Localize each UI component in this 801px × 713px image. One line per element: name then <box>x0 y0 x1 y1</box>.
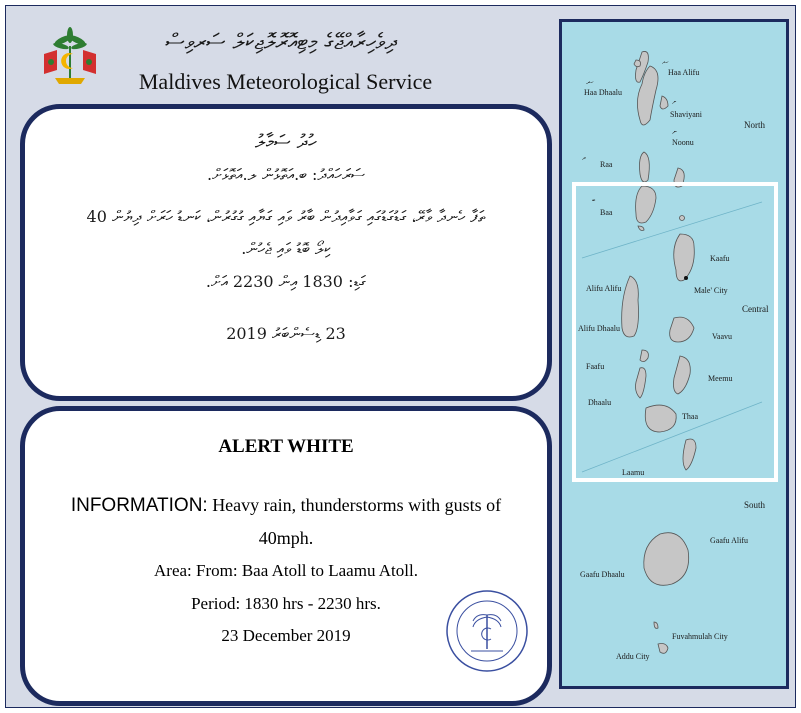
maldives-atolls-map <box>559 19 789 689</box>
map-label-shaviyani: Shaviyani <box>670 110 702 119</box>
meteorological-service-seal-icon <box>445 589 529 673</box>
date-text: 23 December 2019 <box>221 626 351 645</box>
map-label-raa: Raa <box>600 160 613 169</box>
label-dhivehi-noonu: ނ <box>672 128 678 136</box>
map-label-kaafu: Kaafu <box>710 254 730 263</box>
label-dhivehi-haa-dhaalu: ހދ <box>586 78 594 86</box>
map-label-dhaalu: Dhaalu <box>588 398 612 407</box>
info-dhivehi-line1: ތަފާ ހެނދާ ވާރޭ، ގަޑުގަޑުގައި ގަވާއިދުން ބާރު ވައި ގަޔާއި ގުގުރުން، ކަނޑު ހަރަށް ދިޔުން 40 <box>86 207 486 226</box>
map-label-gaafu-dhaalu: Gaafu Dhaalu <box>580 570 625 579</box>
region-label-south: South <box>744 500 766 510</box>
map-label-vaavu: Vaavu <box>712 332 732 341</box>
map-label-baa: Baa <box>600 208 613 217</box>
warning-bulletin <box>5 5 796 708</box>
alert-title: ALERT WHITE <box>218 436 354 457</box>
dhivehi-warning-card <box>20 104 552 401</box>
header-title: Maldives Meteorological Service <box>138 69 433 94</box>
atoll-huvadhu <box>644 533 689 586</box>
info-dhivehi-line2: ކިލޯ ބޮޑު ވައި ޖެހުން. <box>241 239 331 258</box>
information-body: Heavy rain, thunderstorms with gusts of 40mph. <box>207 495 502 548</box>
information-label: INFORMATION: <box>70 495 208 516</box>
map-label-addu-city: Addu City <box>616 652 650 661</box>
map-label-laamu: Laamu <box>622 468 645 477</box>
map-label-faafu: Faafu <box>586 362 605 371</box>
area-text: Area: From: Baa Atoll to Laamu Atoll. <box>154 561 418 580</box>
info-dhivehi <box>43 201 529 265</box>
english-warning-card <box>20 406 552 706</box>
period-dhivehi: ގަޑި: 1830 އިން 2230 އަށް. <box>205 272 367 291</box>
map-label-gaafu-alifu: Gaafu Alifu <box>710 536 748 545</box>
region-label-central: Central <box>742 304 769 314</box>
map-label-noonu: Noonu <box>672 138 694 147</box>
map-label-thaa: Thaa <box>682 412 698 421</box>
header-title-dhivehi: ދިވެހިރާއްޖޭގެ މިޓިއޮރޮލޮޖިކަލް ސަރވިސް <box>165 30 397 55</box>
atoll-fuvahmulah <box>654 622 658 628</box>
alert-title-dhivehi: ހުދު ސަމާލު <box>254 131 318 153</box>
information-text <box>49 489 523 555</box>
map-label-alifu-dhaalu: Alifu Dhaalu <box>578 324 620 333</box>
map-label-haa-alifu: Haa Alifu <box>668 68 700 77</box>
map-label-haa-dhaalu: Haa Dhaalu <box>584 88 622 97</box>
atoll-raa <box>640 152 650 182</box>
period-text: Period: 1830 hrs - 2230 hrs. <box>191 594 381 613</box>
area-dhivehi: ސަރަހައްދު: ބ.އަތޮޅުން ލ.އަތޮޅަށް. <box>207 165 365 184</box>
map-label-fuvahmulah-city: Fuvahmulah City <box>672 632 728 641</box>
label-dhivehi-shaviyani: ށ <box>672 98 677 106</box>
region-label-north: North <box>744 120 765 130</box>
atoll-addu <box>658 644 668 654</box>
atoll-haa-alifu-north <box>634 60 641 67</box>
label-dhivehi-raa: ރ <box>582 154 587 162</box>
atoll-noonu <box>660 96 668 109</box>
map-label-alifu-alifu: Alifu Alifu <box>586 284 622 293</box>
label-dhivehi-baa: ބ <box>592 196 596 204</box>
map-label-male-city: Male' City <box>694 286 728 295</box>
date-dhivehi: 23 ޑިސެންބަރު 2019 <box>226 324 346 343</box>
map-label-meemu: Meemu <box>708 374 733 383</box>
maldives-emblem-icon <box>39 26 101 88</box>
label-dhivehi-haa-alifu: ހއ <box>662 58 669 66</box>
